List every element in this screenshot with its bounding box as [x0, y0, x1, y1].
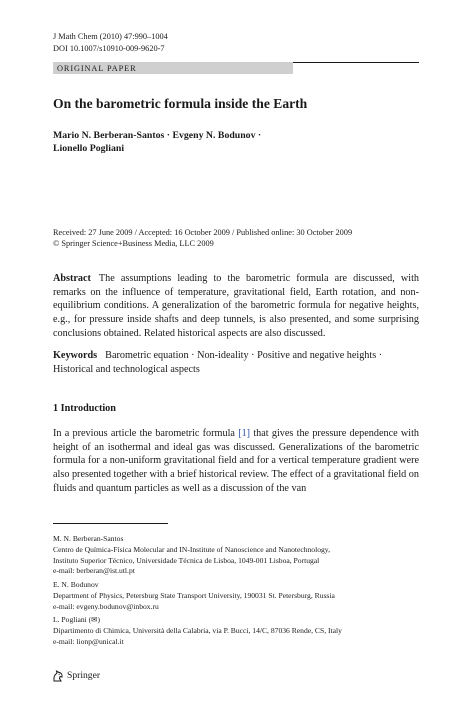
dates-line: Received: 27 June 2009 / Accepted: 16 October 2009 / Published online: 30 October 2009 — [53, 228, 353, 237]
keywords-text: Barometric equation · Non-ideality · Positive and negative heights · Historical and technological aspects — [53, 350, 383, 375]
affiliation-line: Instituto Superior Técnico, Universidade Técnica de Lisboa, 1049-001 Lisboa, Portugal — [53, 555, 320, 565]
header-rule — [293, 62, 419, 63]
doi: DOI 10.1007/s10910-009-9620-7 — [53, 43, 165, 53]
affiliation — [53, 534, 330, 577]
keywords — [53, 349, 419, 376]
author-line: Lionello Pogliani — [53, 142, 125, 154]
publication-dates — [53, 227, 352, 250]
copyright-line: © Springer Science+Business Media, LLC 2009 — [53, 239, 214, 249]
section-label-bar — [53, 62, 419, 74]
introduction-paragraph — [53, 427, 419, 496]
intro-text-start: In a previous article the barometric formula — [53, 428, 239, 439]
journal-citation: J Math Chem (2010) 47:990–1004 — [53, 32, 168, 41]
affiliation-name: M. N. Berberan-Santos — [53, 534, 124, 543]
abstract-text: The assumptions leading to the barometric formula are discussed, with remarks on the influence of temperature, gravitational field, Earth rotation, and non-equilibrium conditions. A generalization of the barometric formula for negative heights, e.g., for pressure inside shafts and deep tunnels, is also presented, and some surprising conclusions obtained. Related historical aspects are also discussed. — [53, 273, 419, 339]
affiliation-name: E. N. Bodunov — [53, 580, 99, 589]
citation-link[interactable]: [1] — [238, 428, 251, 439]
intro-text-end: that gives the pressure dependence with height of an isothermal and ideal gas was discussed. Generalizations of the barometric formula for a non-uniform gravitational field and for a vertical temperature gradient were also presented together with a brief historical review. The effect of a gravitational field on fluids and quantum particles as well as a discussion of the van — [53, 428, 419, 494]
affiliation-name: L. Pogliani (✉) — [53, 615, 101, 624]
section-heading: 1 Introduction — [53, 403, 116, 414]
footnote-rule — [53, 523, 168, 524]
publisher-footer — [51, 669, 100, 683]
author-line: Mario N. Berberan-Santos · Evgeny N. Bodunov · — [53, 130, 262, 141]
abstract — [53, 272, 419, 341]
affiliation-line: Dipartimento di Chimica, Università della Calabria, via P. Bucci, 14/C, 87036 Rende, CS, Italy — [53, 625, 342, 635]
keywords-label: Keywords — [53, 350, 98, 361]
section-label: ORIGINAL PAPER — [57, 64, 137, 73]
journal-header — [53, 31, 168, 54]
affiliation-email: e-mail: evgeny.bodunov@inbox.ru — [53, 601, 159, 611]
affiliation-email: e-mail: berberan@ist.utl.pt — [53, 566, 135, 576]
affiliation-line: Centro de Química-Física Molecular and IN-Institute of Nanoscience and Nanotechnology, — [53, 544, 331, 554]
affiliation-email: e-mail: lionp@unical.it — [53, 636, 124, 646]
paper-title: On the barometric formula inside the Earth — [53, 96, 308, 111]
affiliation-line: Department of Physics, Petersburg State Transport University, 190031 St. Petersburg, Russia — [53, 590, 335, 600]
author-list — [53, 130, 353, 155]
publisher-name: Springer — [67, 670, 101, 681]
affiliation — [53, 580, 335, 612]
springer-knight-icon — [51, 669, 65, 683]
affiliation — [53, 615, 342, 647]
abstract-label: Abstract — [53, 273, 91, 284]
